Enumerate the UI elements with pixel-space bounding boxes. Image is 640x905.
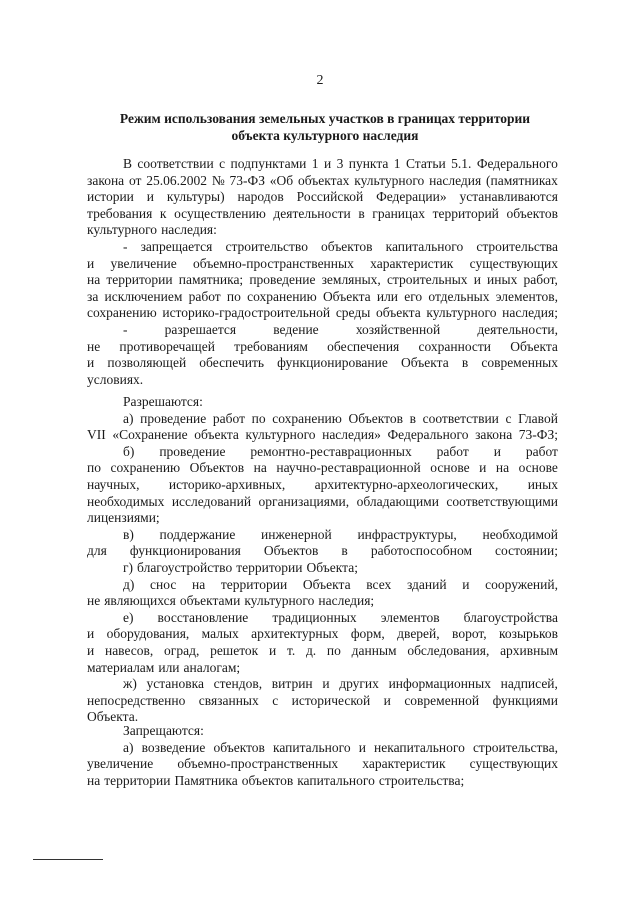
word: позволяющей bbox=[107, 355, 187, 371]
word: разрешается bbox=[164, 321, 237, 337]
word: «Сохранение bbox=[112, 427, 188, 443]
word: а) bbox=[123, 410, 134, 426]
word: установка bbox=[146, 676, 204, 692]
word: научных, bbox=[87, 476, 140, 492]
word: являющихся bbox=[104, 593, 176, 609]
word: обследования, bbox=[407, 642, 490, 658]
word: объектами bbox=[179, 593, 241, 609]
word: отдельных bbox=[428, 288, 490, 304]
word: не bbox=[87, 593, 101, 609]
word: данным bbox=[351, 642, 397, 658]
word: по bbox=[251, 410, 266, 426]
word: необходимой bbox=[482, 526, 558, 542]
word: территории bbox=[236, 559, 303, 575]
word: и bbox=[87, 255, 95, 271]
text-line bbox=[87, 593, 558, 610]
word: и bbox=[493, 443, 501, 459]
word: архитектурных bbox=[251, 626, 339, 642]
word: элементов bbox=[380, 609, 440, 625]
word: навесов, bbox=[104, 642, 154, 658]
word: деятельности, bbox=[477, 321, 558, 337]
word: работ, bbox=[523, 272, 558, 288]
word: архивным bbox=[500, 642, 558, 658]
word: наследия bbox=[429, 172, 482, 188]
word: деятельности bbox=[273, 205, 351, 221]
word: сохранению bbox=[110, 460, 181, 476]
word: 5.1. bbox=[451, 156, 472, 171]
word: всех bbox=[366, 576, 392, 592]
word: Объекта bbox=[302, 576, 351, 592]
word: основе bbox=[518, 460, 558, 476]
word: проведение bbox=[159, 443, 226, 459]
word: территории bbox=[106, 272, 173, 288]
word: объемно-пространственных bbox=[177, 756, 339, 772]
word: поддержание bbox=[159, 526, 236, 542]
word: объектов bbox=[321, 238, 373, 254]
word: и bbox=[268, 642, 277, 658]
word: культуры) bbox=[166, 189, 225, 205]
word: других bbox=[339, 676, 379, 692]
text-line bbox=[87, 676, 558, 693]
word: наследия» bbox=[322, 427, 381, 443]
text-line bbox=[87, 527, 558, 544]
word: «Об bbox=[269, 172, 294, 188]
word: капитального bbox=[385, 238, 464, 254]
word: увеличение bbox=[110, 255, 177, 271]
paragraph-block bbox=[87, 394, 558, 726]
word: на bbox=[87, 772, 101, 788]
text-line bbox=[87, 355, 558, 372]
word: работ bbox=[188, 288, 221, 304]
word: наследия: bbox=[161, 222, 217, 238]
word: - bbox=[123, 321, 128, 337]
title-line: Режим использования земельных участков в границах территории bbox=[119, 111, 531, 126]
word: аналогам; bbox=[183, 659, 241, 675]
word: Памятника bbox=[174, 772, 238, 788]
word: на bbox=[253, 460, 267, 476]
word: стендов, bbox=[213, 676, 263, 692]
word: и bbox=[87, 626, 95, 642]
word: и bbox=[479, 460, 487, 476]
word: соответствующими bbox=[446, 493, 558, 509]
word: функциями bbox=[492, 692, 558, 708]
word: элементов, bbox=[495, 288, 558, 304]
word: закона bbox=[87, 172, 125, 188]
word: обеспечения bbox=[327, 338, 400, 354]
word: д. bbox=[305, 642, 317, 658]
word: исключением bbox=[104, 288, 183, 304]
word: Объектов bbox=[263, 543, 319, 559]
word: решеток bbox=[210, 642, 259, 658]
text-line bbox=[87, 189, 558, 206]
word: объемно-пространственных bbox=[193, 255, 354, 271]
word: культурного bbox=[245, 427, 316, 443]
word: земляных, bbox=[321, 272, 381, 288]
text-line bbox=[87, 660, 558, 677]
word: г) bbox=[123, 559, 134, 575]
word: требования bbox=[87, 205, 153, 221]
text-line bbox=[87, 372, 558, 389]
word: культурного bbox=[426, 305, 497, 321]
word: наследия; bbox=[318, 593, 375, 609]
word: архитектурно-археологических, bbox=[314, 476, 499, 492]
word: требованиям bbox=[234, 338, 308, 354]
word: сооружений, bbox=[485, 576, 558, 592]
word: ворот, bbox=[452, 626, 487, 642]
word: территории bbox=[104, 772, 171, 788]
text-line bbox=[87, 222, 558, 239]
word: работоспособном bbox=[370, 543, 472, 559]
document-title bbox=[80, 110, 570, 144]
word: и bbox=[87, 355, 95, 371]
text-line bbox=[87, 773, 558, 790]
word: условиях. bbox=[87, 371, 144, 387]
word: Объектов bbox=[348, 410, 403, 426]
text-line bbox=[87, 723, 558, 740]
word: возведение bbox=[141, 739, 206, 755]
word: сохранению bbox=[87, 305, 157, 321]
word: существующих bbox=[469, 255, 558, 271]
word: работ bbox=[212, 410, 245, 426]
word: сохранности bbox=[418, 338, 492, 354]
word: б) bbox=[123, 443, 135, 459]
word: сохранению bbox=[247, 288, 317, 304]
title-line: объекта культурного наследия bbox=[231, 128, 419, 143]
word: связанных bbox=[198, 692, 259, 708]
word: - bbox=[123, 238, 128, 254]
word: обеспечить bbox=[199, 355, 265, 371]
word: благоустройства bbox=[463, 609, 558, 625]
word: Объектов bbox=[189, 460, 245, 476]
word: хозяйственной bbox=[355, 321, 441, 337]
word: историко-архивных, bbox=[168, 476, 286, 492]
word: современных bbox=[481, 355, 558, 371]
word: надписей, bbox=[500, 676, 558, 692]
text-line bbox=[87, 427, 558, 444]
word: Федерального bbox=[476, 156, 558, 171]
word: строительства; bbox=[378, 772, 465, 788]
word: запрещается bbox=[140, 238, 213, 254]
word: по bbox=[226, 288, 241, 304]
text-line bbox=[87, 740, 558, 757]
text-line bbox=[87, 577, 558, 594]
word: 73-ФЗ; bbox=[518, 427, 558, 443]
word: строительных bbox=[386, 272, 468, 288]
word: от bbox=[128, 172, 142, 188]
word: среды bbox=[335, 305, 371, 321]
word: историко-градостроительной bbox=[162, 305, 331, 321]
word: с bbox=[219, 156, 226, 171]
text-line bbox=[87, 643, 558, 660]
word: Федерации» bbox=[376, 189, 447, 205]
word: устанавливаются bbox=[459, 189, 558, 205]
word: иных bbox=[527, 476, 558, 492]
word: зданий bbox=[406, 576, 447, 592]
word: Статьи bbox=[405, 156, 446, 171]
word: народов bbox=[237, 189, 284, 205]
word: в bbox=[461, 355, 469, 371]
word: Объекта. bbox=[87, 709, 139, 725]
word: сохранению bbox=[272, 410, 342, 426]
word: ведение bbox=[273, 321, 319, 337]
word: строительства, bbox=[472, 739, 558, 755]
word: в) bbox=[123, 526, 134, 542]
word: оград, bbox=[164, 642, 200, 658]
word: ремонтно-реставрационных bbox=[250, 443, 412, 459]
word: объекта bbox=[194, 427, 239, 443]
word: объектов bbox=[241, 772, 294, 788]
word: за bbox=[87, 288, 99, 304]
word: территорий bbox=[432, 205, 499, 221]
word: не bbox=[87, 338, 101, 354]
word: соответствии bbox=[422, 410, 499, 426]
word: Объекта bbox=[401, 355, 449, 371]
word: Российской bbox=[296, 189, 364, 205]
word: работ bbox=[525, 443, 558, 459]
word: функционирование bbox=[277, 355, 388, 371]
word: (памятниках bbox=[486, 172, 558, 188]
word: исследований bbox=[171, 493, 252, 509]
page-number: 2 bbox=[316, 73, 324, 88]
word: и bbox=[462, 576, 470, 592]
word: или bbox=[376, 288, 399, 304]
word: Объекта; bbox=[306, 559, 358, 575]
word: противоречащей bbox=[119, 338, 215, 354]
word: капитального bbox=[297, 772, 375, 788]
word: инфраструктуры, bbox=[357, 526, 457, 542]
text-line bbox=[87, 460, 558, 477]
word: объектах bbox=[297, 172, 350, 188]
word: осуществлению bbox=[174, 205, 266, 221]
word: и bbox=[146, 189, 154, 205]
word: строительство bbox=[225, 238, 308, 254]
word: а) bbox=[123, 739, 134, 755]
word: и bbox=[322, 676, 330, 692]
text-line bbox=[87, 626, 558, 643]
word: Объекта bbox=[322, 288, 371, 304]
word: некапитального bbox=[374, 739, 465, 755]
word: обладающими bbox=[356, 493, 439, 509]
word: лицензиями; bbox=[87, 510, 160, 526]
word: информационных bbox=[388, 676, 491, 692]
word: благоустройство bbox=[137, 559, 233, 575]
word: Запрещаются: bbox=[123, 723, 204, 738]
text-line bbox=[87, 206, 558, 223]
text-line bbox=[87, 339, 558, 356]
word: культурного bbox=[244, 593, 315, 609]
word: традиционных bbox=[272, 609, 357, 625]
word: и bbox=[383, 692, 391, 708]
word: границах bbox=[372, 205, 425, 221]
word: дверей, bbox=[397, 626, 440, 642]
text-line bbox=[87, 560, 558, 577]
word: необходимых bbox=[87, 493, 165, 509]
word: исторической bbox=[291, 692, 371, 708]
word: инженерной bbox=[261, 526, 332, 542]
word: работ bbox=[436, 443, 469, 459]
word: В bbox=[123, 156, 133, 171]
text-line bbox=[87, 756, 558, 773]
word: Объекта bbox=[510, 338, 558, 354]
word: проведение bbox=[140, 410, 207, 426]
word: объектов bbox=[506, 205, 558, 221]
word: козырьков bbox=[499, 626, 558, 642]
paragraph-block bbox=[87, 723, 558, 789]
word: на bbox=[87, 272, 101, 288]
text-line bbox=[87, 510, 558, 527]
word: или bbox=[158, 659, 180, 675]
text-line bbox=[87, 305, 558, 322]
word: современной bbox=[404, 692, 480, 708]
word: с bbox=[272, 692, 279, 708]
word: ж) bbox=[123, 676, 137, 692]
word: пункта bbox=[348, 156, 389, 171]
word: 1 bbox=[311, 156, 319, 171]
word: 25.06.2002 bbox=[146, 172, 208, 188]
word: культурного bbox=[354, 172, 425, 188]
text-line bbox=[87, 411, 558, 428]
text-line bbox=[87, 272, 558, 289]
word: объектов bbox=[213, 739, 265, 755]
text-line bbox=[87, 173, 558, 190]
word: характеристик bbox=[362, 756, 446, 772]
word: в bbox=[358, 205, 365, 221]
word: Федерального bbox=[387, 427, 469, 443]
word: на bbox=[495, 460, 510, 476]
word: форм, bbox=[350, 626, 385, 642]
word: и bbox=[87, 642, 95, 658]
word: е) bbox=[123, 609, 134, 625]
word: в bbox=[341, 543, 348, 559]
text-line bbox=[87, 543, 558, 560]
text-line bbox=[87, 239, 558, 256]
footnote-divider bbox=[33, 859, 103, 860]
word: малых bbox=[201, 626, 239, 642]
word: существующих bbox=[469, 756, 558, 772]
word: закона bbox=[475, 427, 513, 443]
word: материалам bbox=[87, 659, 155, 675]
text-line bbox=[87, 444, 558, 461]
word: объекта bbox=[376, 305, 421, 321]
word: соответствии bbox=[137, 156, 214, 171]
word: к bbox=[159, 205, 167, 221]
word: Главой bbox=[518, 410, 558, 426]
word: в bbox=[409, 410, 416, 426]
word: по bbox=[326, 642, 341, 658]
word: научно-реставрационной bbox=[276, 460, 421, 476]
text-line bbox=[87, 156, 558, 173]
word: восстановление bbox=[157, 609, 249, 625]
word: VII bbox=[87, 427, 106, 443]
text-line bbox=[87, 477, 558, 494]
word: на bbox=[192, 576, 206, 592]
word: и bbox=[323, 156, 332, 171]
word: территории bbox=[220, 576, 288, 592]
word: иных bbox=[487, 272, 518, 288]
word: и bbox=[473, 272, 481, 288]
word: капитального bbox=[273, 739, 351, 755]
word: № bbox=[211, 172, 225, 188]
word: по bbox=[87, 460, 101, 476]
word: увеличение bbox=[87, 756, 154, 772]
word: состоянии; bbox=[495, 543, 558, 559]
word: с bbox=[505, 410, 512, 426]
word: 3 bbox=[336, 156, 344, 171]
word: и bbox=[358, 739, 366, 755]
word: функционирования bbox=[129, 543, 241, 559]
word: характеристик bbox=[370, 255, 454, 271]
word: основе bbox=[430, 460, 470, 476]
word: строительства bbox=[476, 238, 558, 254]
text-line bbox=[87, 289, 558, 306]
word: Разрешаются: bbox=[123, 394, 203, 409]
word: для bbox=[87, 543, 107, 559]
word: его bbox=[404, 288, 423, 304]
word: т. bbox=[286, 642, 296, 658]
word: непосредственно bbox=[87, 692, 186, 708]
word: подпунктами bbox=[230, 156, 307, 171]
text-line bbox=[87, 494, 558, 511]
word: культурного bbox=[87, 222, 158, 238]
word: витрин bbox=[271, 676, 313, 692]
word: организациями, bbox=[258, 493, 350, 509]
word: снос bbox=[150, 576, 177, 592]
text-line bbox=[87, 610, 558, 627]
word: оборудования, bbox=[106, 626, 190, 642]
word: памятника; bbox=[178, 272, 244, 288]
paragraph-block bbox=[87, 156, 558, 388]
word: 1 bbox=[393, 156, 401, 171]
text-line bbox=[87, 322, 558, 339]
word: наследия; bbox=[502, 305, 558, 321]
text-line bbox=[87, 394, 558, 411]
text-line bbox=[87, 256, 558, 273]
word: проведение bbox=[249, 272, 316, 288]
word: 73-ФЗ bbox=[229, 172, 265, 188]
text-line bbox=[87, 693, 558, 710]
word: д) bbox=[123, 576, 135, 592]
word: истории bbox=[87, 189, 134, 205]
